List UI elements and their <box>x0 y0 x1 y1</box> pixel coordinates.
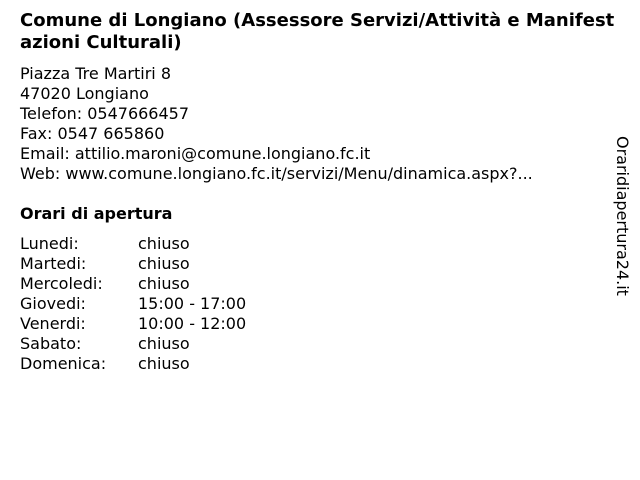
contact-info <box>20 64 610 184</box>
day-hours: chiuso <box>138 354 190 373</box>
day-label: Sabato: <box>20 334 82 353</box>
day-hours: 10:00 - 12:00 <box>138 314 247 333</box>
day-label: Mercoledi: <box>20 274 103 293</box>
day-label: Martedi: <box>20 254 87 273</box>
day-hours: chiuso <box>138 254 190 273</box>
email-address: Email: attilio.maroni@comune.longiano.fc.it <box>20 144 371 163</box>
address-street: Piazza Tre Martiri 8 <box>20 64 172 83</box>
day-label: Domenica: <box>20 354 107 373</box>
opening-hours-heading: Orari di apertura <box>20 204 173 223</box>
day-hours: chiuso <box>138 234 190 253</box>
phone-number: Telefon: 0547666457 <box>20 104 190 123</box>
fax-number: Fax: 0547 665860 <box>20 124 165 143</box>
day-label: Venerdi: <box>20 314 86 333</box>
day-hours: 15:00 - 17:00 <box>138 294 247 313</box>
day-hours: chiuso <box>138 274 190 293</box>
site-watermark: Oraridiapertura24.it <box>613 136 632 296</box>
page-title: Comune di Longiano (Assessore Servizi/Attività e Manifestazioni Culturali) <box>20 10 615 53</box>
day-label: Giovedi: <box>20 294 86 313</box>
day-label: Lunedi: <box>20 234 79 253</box>
day-hours: chiuso <box>138 334 190 353</box>
website-url: Web: www.comune.longiano.fc.it/servizi/Menu/dinamica.aspx?... <box>20 164 533 183</box>
address-city: 47020 Longiano <box>20 84 149 103</box>
